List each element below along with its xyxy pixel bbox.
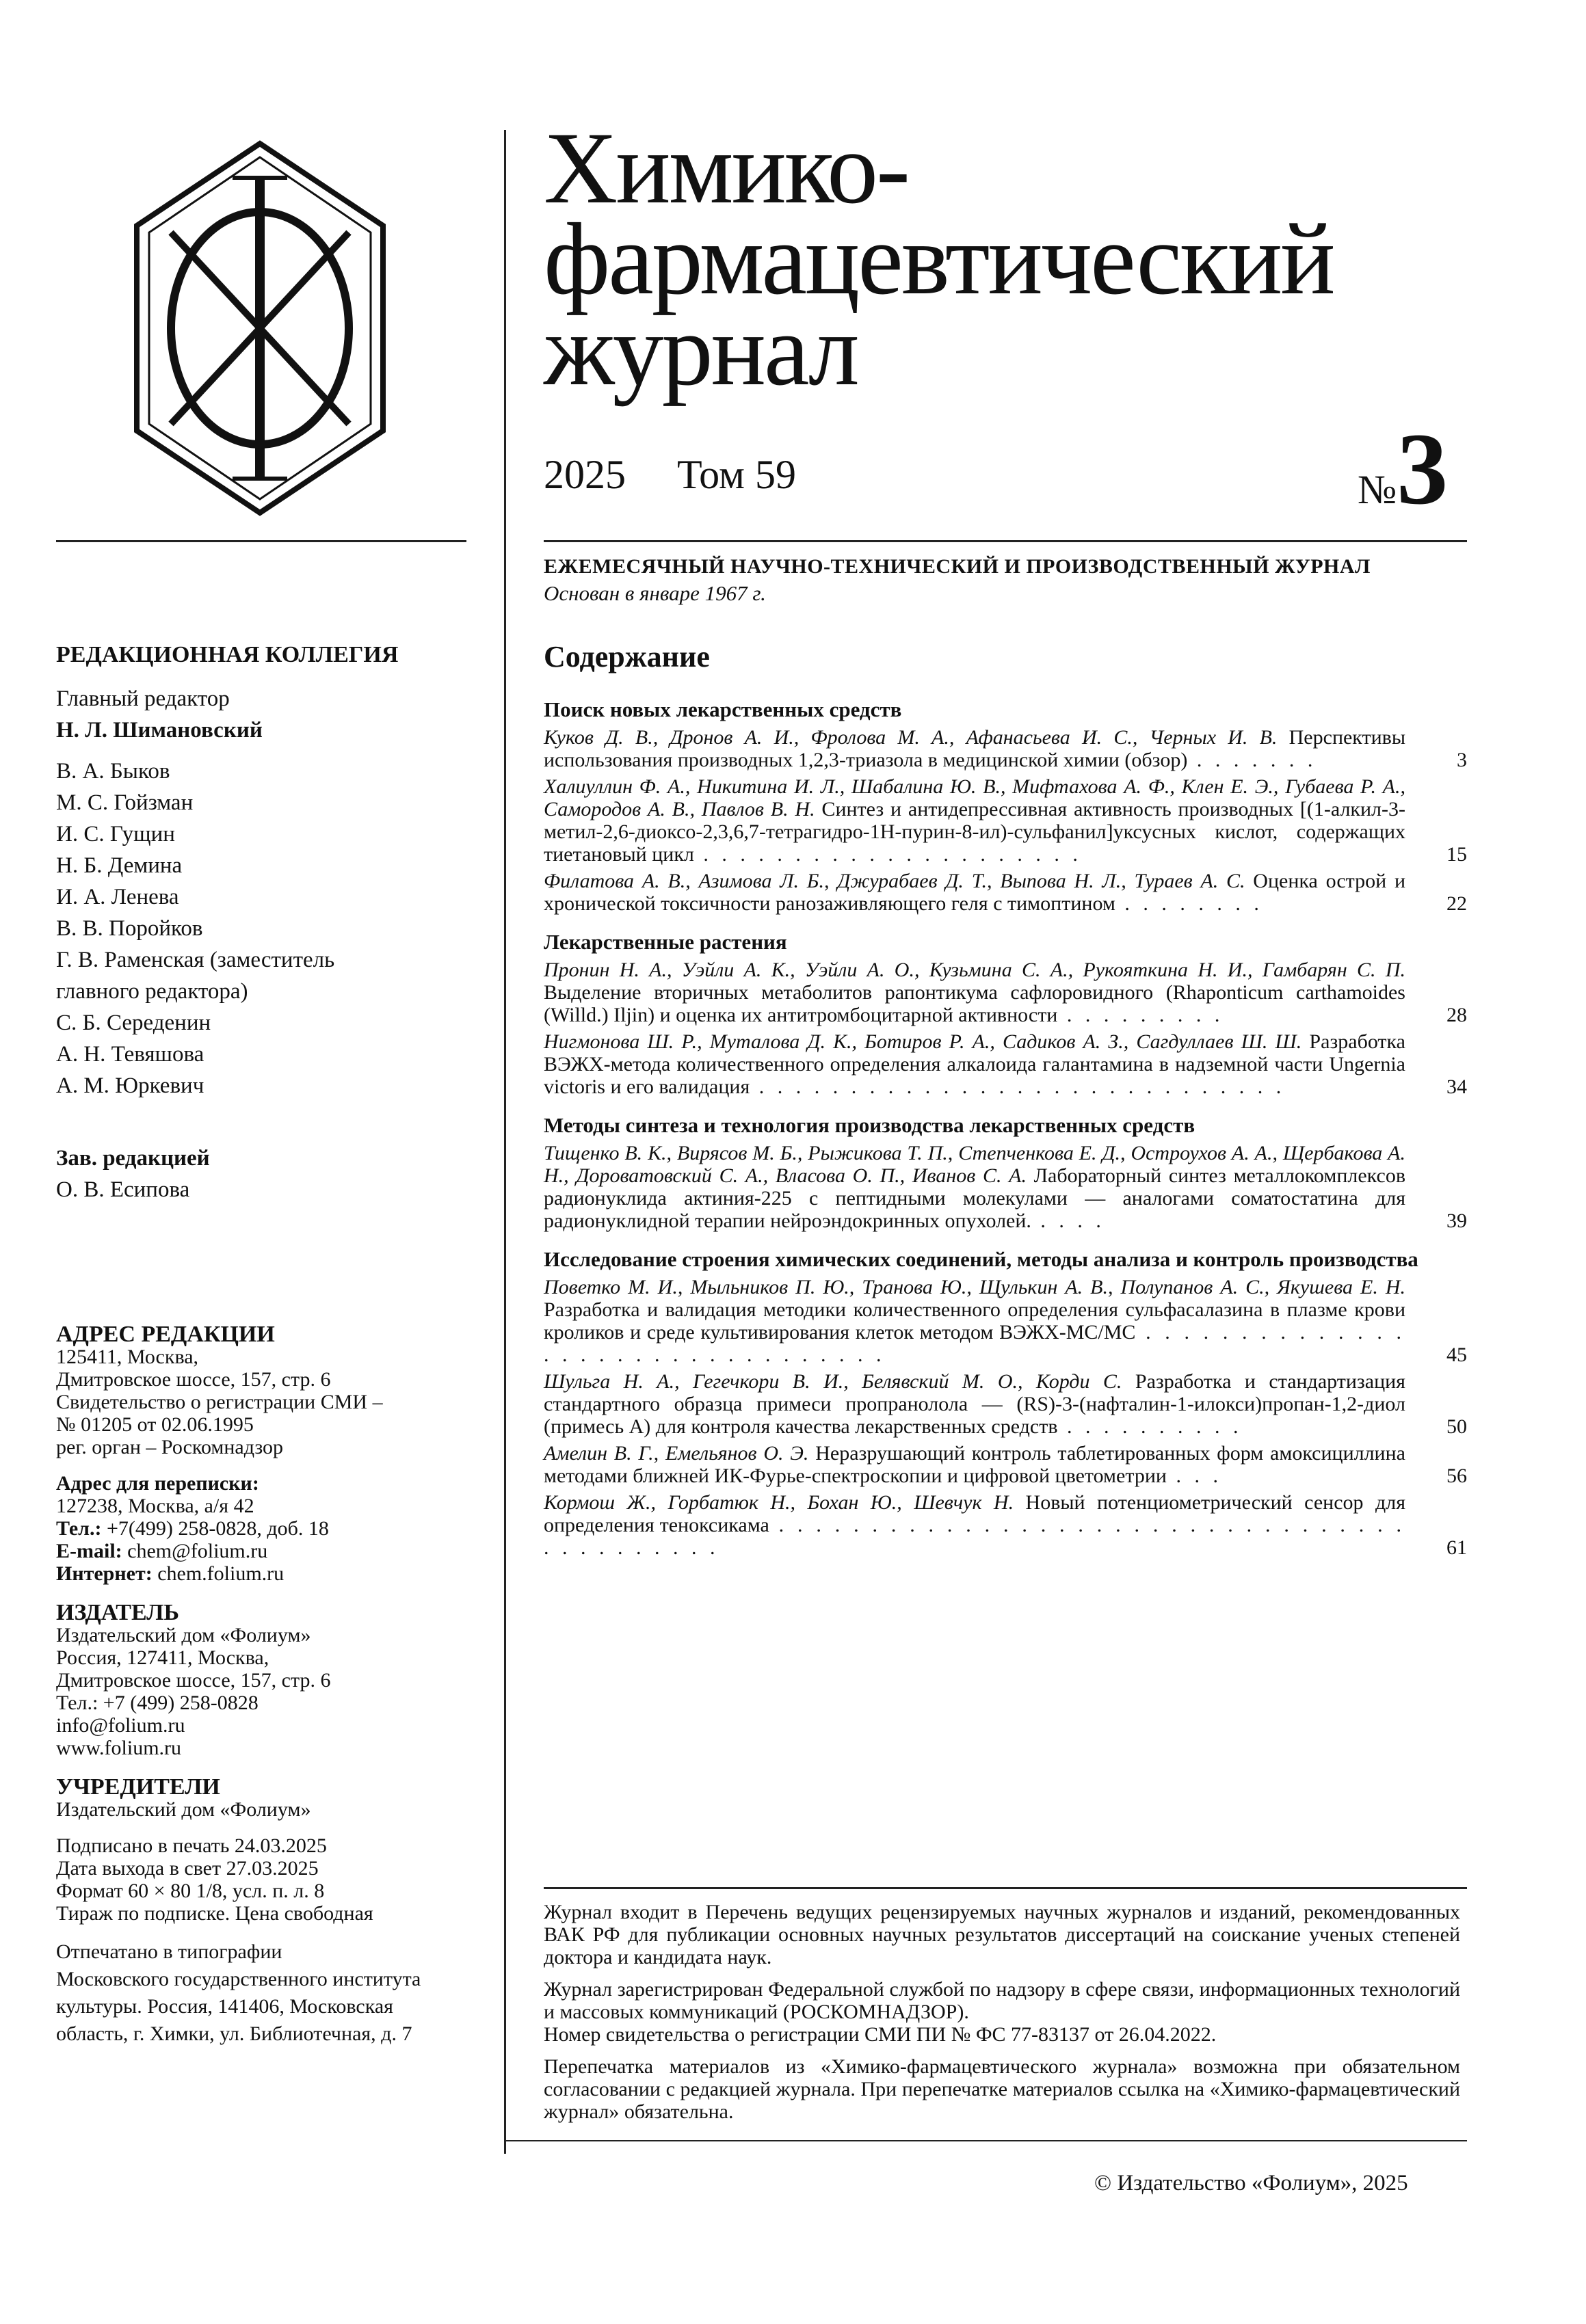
toc-page: 50 (1446, 1415, 1467, 1438)
toc-authors: Нигмонова Ш. Р., Муталова Д. К., Ботиров Р. А., Садиков А. З., Сагдуллаев Ш. Ш. (544, 1030, 1302, 1053)
toc-article-title: Новый потенциометрический сенсор для определения теноксикама (544, 1491, 1405, 1536)
toc-page: 15 (1446, 843, 1467, 866)
toc-leader: . . . . . . . . (1115, 892, 1263, 915)
address-heading: АДРЕС РЕДАКЦИИ (56, 1322, 275, 1347)
toc-leader: . . . (1166, 1465, 1222, 1487)
publisher-line: www.folium.ru (56, 1737, 182, 1759)
volume: Том 59 (677, 452, 796, 497)
toc-authors: Филатова А. В., Азимова Л. Б., Джурабаев Д. Т., Выпова Н. Л., Тураев А. С. (544, 870, 1245, 892)
board-member: М. С. Гойзман (56, 790, 194, 815)
toc-leader: . . . . . . . . . . . . . . . . . . . . . . . . . . . . . . . . . . . . . . . . . . . . (544, 1514, 1406, 1559)
table-of-contents (544, 697, 1467, 1563)
toc-leader: . . . . . . . . . (1057, 1004, 1224, 1026)
toc-leader: . . . . . . . . . . . . . . . . . . . . . . . . . . . . . (750, 1076, 1286, 1098)
web-label: Интернет: (56, 1562, 153, 1585)
header-rule-right (544, 540, 1467, 542)
board-member: Г. В. Раменская (заместитель (56, 948, 335, 972)
board-heading: РЕДАКЦИОННАЯ КОЛЛЕГИЯ (56, 642, 399, 667)
board-member: А. М. Юркевич (56, 1073, 204, 1098)
tel-value: +7(499) 258-0828, доб. 18 (101, 1517, 329, 1540)
toc-authors: Пронин Н. А., Уэйли А. К., Уэйли А. О., Кузьмина С. А., Рукояткина Н. И., Гамбарян С. П. (544, 959, 1405, 981)
head-office-name: О. В. Есипова (56, 1177, 190, 1202)
copyright: © Издательство «Фолиум», 2025 (1094, 2171, 1408, 2195)
board-member: В. А. Быков (56, 759, 170, 784)
mail-label: Адрес для переписки: (56, 1472, 259, 1495)
editorial-address (56, 1323, 480, 2048)
note-reprint: Перепечатка материалов из «Химико-фармацевтического журнала» возможна при обязательном согласовании с редакцией журнала. При перепечатке материалов ссылка на «Химико-фармацевтический журнал» обязательна. (544, 2055, 1460, 2123)
toc-leader: . . . . . . . . . . . . . . . . . . . . . . . . . . . . . . . . . (544, 1321, 1406, 1366)
toc-leader: . . . . . . . . . . . . . . . . . . . . . (693, 843, 1082, 866)
toc-page: 22 (1446, 892, 1467, 915)
toc-page: 28 (1446, 1004, 1467, 1026)
toc-entry[interactable] (544, 1142, 1467, 1232)
issue-number (1358, 410, 1448, 528)
toc-entry[interactable] (544, 870, 1467, 915)
notes-rule (544, 1887, 1467, 1889)
year-volume (544, 451, 837, 498)
tel-line (56, 1517, 480, 1540)
issue-number-value: 3 (1397, 412, 1449, 526)
address-line: 125411, Москва, (56, 1346, 199, 1368)
toc-entry[interactable] (544, 959, 1467, 1026)
publisher-heading: ИЗДАТЕЛЬ (56, 1600, 179, 1625)
web-line (56, 1562, 480, 1585)
board-member: Н. Б. Демина (56, 853, 183, 878)
toc-section-title: Поиск новых лекарственных средств (544, 697, 902, 721)
note-registration: Журнал зарегистрирован Федеральной службой по надзору в сфере связи, информационных технологий и массовых коммуникаций (РОСКОМНАДЗОР). (544, 1978, 1460, 2023)
toc-article-title: Выделение вторичных метаболитов рапонтикума сафлоровидного (Rhaponticum carthamoides (Willd.) Iljin) и оценка их антитромбоцитарной активности (544, 981, 1405, 1026)
chief-editor-name: Н. Л. Шимановский (56, 718, 263, 743)
toc-section-title: Лекарственные растения (544, 930, 787, 954)
year: 2025 (544, 452, 626, 497)
toc-entry[interactable] (544, 1276, 1467, 1366)
publisher-line: info@folium.ru (56, 1714, 185, 1737)
publisher-line: Дмитровское шоссе, 157, стр. 6 (56, 1669, 331, 1692)
toc-leader: . . . . . . . . . . (1057, 1415, 1243, 1438)
toc-leader: . . . . . . . (1187, 749, 1317, 771)
board-member: И. С. Гущин (56, 822, 175, 846)
founders-line: Издательский дом «Фолиум» (56, 1798, 311, 1821)
board-member: В. В. Поройков (56, 916, 203, 941)
toc-authors: Кормош Ж., Горбатюк Н., Бохан Ю., Шевчук Н. (544, 1491, 1014, 1514)
printed-line: область, г. Химки, ул. Библиотечная, д. 7 (56, 2022, 412, 2045)
publisher-line: Тел.: +7 (499) 258-0828 (56, 1692, 259, 1714)
web-value: chem.folium.ru (152, 1562, 285, 1585)
toc-article-title: Лабораторный синтез металлокомплексов радионуклида актиния-225 с пептидными молекулами — аналогами соматостатина для радионуклидной терапии нейроэндокринных опухолей. (544, 1164, 1405, 1232)
toc-authors: Куков Д. В., Дронов А. И., Фролова М. А., Афанасьева И. С., Черных И. В. (544, 726, 1278, 749)
email-label: E-mail: (56, 1540, 122, 1562)
email-line (56, 1540, 480, 1562)
printed-line: Отпечатано в типографии (56, 1940, 282, 1963)
publisher-line: Издательский дом «Фолиум» (56, 1624, 311, 1646)
board-member: А. Н. Тевяшова (56, 1042, 204, 1067)
issue-prefix: № (1358, 467, 1397, 512)
footer-rule (504, 2140, 1467, 2141)
toc-authors: Тищенко В. К., Вирясов М. Б., Рыжикова Т. П., Степченкова Е. Д., Остроухов А. А., Щербакова А. Н., Дороватовский С. А., Власова О. П., Иванов С. А. (544, 1142, 1405, 1187)
publisher-line: Россия, 127411, Москва, (56, 1646, 269, 1669)
printed-line: Московского государственного института (56, 1968, 421, 1990)
founded-note: Основан в январе 1967 г. (544, 581, 766, 605)
print-line: Дата выхода в свет 27.03.2025 (56, 1857, 319, 1880)
toc-page: 3 (1457, 749, 1467, 771)
journal-notes (544, 1901, 1460, 2133)
toc-article-title: Разработка и валидация методики количественного определения сульфасалазина в плазме крови кроликов и среде культивирования клеток методом ВЭЖХ-МС/МС (544, 1298, 1405, 1344)
toc-section-title: Исследование строения химических соединений, методы анализа и контроль производства (544, 1247, 1418, 1271)
address-line: Свидетельство о регистрации СМИ – (56, 1391, 383, 1413)
board-member: С. Б. Середенин (56, 1011, 211, 1035)
toc-page: 34 (1446, 1076, 1467, 1098)
toc-page: 61 (1446, 1536, 1467, 1559)
address-line: рег. орган – Роскомнадзор (56, 1436, 284, 1458)
chief-editor-label: Главный редактор (56, 686, 230, 711)
tel-label: Тел.: (56, 1517, 102, 1540)
mail-line: 127238, Москва, а/я 42 (56, 1495, 254, 1517)
board-member: И. А. Ленева (56, 885, 179, 909)
toc-article-title: Синтез и антидепрессивная активность производных [(1-алкил-3-метил-2,6-диоксо-2,3,6,7-тетрагидро-1H-пурин-8-ил)-сульфанил]уксусных кислот, содержащих тиетановый цикл (544, 798, 1406, 866)
editorial-board (56, 639, 480, 1205)
toc-section-title: Методы синтеза и технология производства лекарственных средств (544, 1113, 1195, 1137)
toc-authors: Поветко М. И., Мыльников П. Ю., Транова Ю., Щулькин А. В., Полупанов А. С., Якушева Е. Н. (544, 1276, 1405, 1298)
title-line-3: журнал (544, 293, 858, 407)
toc-leader: . . . . (1031, 1210, 1105, 1232)
toc-entry[interactable] (544, 726, 1467, 771)
journal-title (544, 111, 1535, 407)
journal-logo (130, 137, 390, 520)
note-vak: Журнал входит в Перечень ведущих рецензируемых научных журналов и изданий, рекомендованных ВАК РФ для публикации основных научных результатов диссертаций на соискание ученых степеней доктора и кандидата наук. (544, 1901, 1460, 1968)
toc-entry[interactable] (544, 1030, 1467, 1098)
toc-authors: Амелин В. Г., Емельянов О. Э. (544, 1442, 809, 1465)
toc-page: 39 (1446, 1210, 1467, 1232)
toc-article-title: Разработка и стандартизация стандартного образца примеси пропранолола — (RS)-3-(нафталин-1-илокси)пропан-1,2-диол (примесь A) для контроля качества лекарственных средств (544, 1370, 1405, 1438)
toc-article-title: Неразрушающий контроль таблетированных форм амоксициллина методами ближней ИК-Фурье-спектроскопии и цифровой цветометрии (544, 1442, 1405, 1487)
note-certificate: Номер свидетельства о регистрации СМИ ПИ № ФС 77-83137 от 26.04.2022. (544, 2023, 1217, 2046)
print-line: Тираж по подписке. Цена свободная (56, 1902, 373, 1925)
title-line-2: фармацевтический (544, 202, 1334, 316)
board-member: главного редактора) (56, 979, 248, 1004)
toc-page: 56 (1446, 1465, 1467, 1487)
address-line: № 01205 от 02.06.1995 (56, 1413, 254, 1436)
contents-title: Содержание (544, 640, 710, 673)
address-line: Дмитровское шоссе, 157, стр. 6 (56, 1368, 331, 1391)
header-rule-left (56, 540, 466, 542)
founders-heading: УЧРЕДИТЕЛИ (56, 1774, 220, 1800)
toc-article-title: Разработка ВЭЖХ-метода количественного определения алкалоида галантамина в надземной части Ungernia victoris и его валидация (544, 1030, 1405, 1098)
toc-entry[interactable] (544, 775, 1467, 866)
journal-subtitle: ЕЖЕМЕСЯЧНЫЙ НАУЧНО-ТЕХНИЧЕСКИЙ И ПРОИЗВОДСТВЕННЫЙ ЖУРНАЛ (544, 555, 1371, 578)
printed-line: культуры. Россия, 141406, Московская (56, 1995, 393, 2018)
print-line: Формат 60 × 80 1/8, усл. п. л. 8 (56, 1880, 325, 1902)
toc-entry[interactable] (544, 1442, 1467, 1487)
toc-article-title: Перспективы использования производных 1,2,3-триазола в медицинской химии (обзор) (544, 726, 1405, 771)
title-line-1: Химико- (544, 111, 909, 225)
toc-entry[interactable] (544, 1491, 1467, 1559)
toc-authors: Шульга Н. А., Гегечкори В. И., Белявский М. О., Корди С. (544, 1370, 1122, 1393)
toc-article-title: Оценка острой и хронической токсичности ранозаживляющего геля с тимоптином (544, 870, 1405, 915)
column-divider (504, 130, 506, 2154)
toc-entry[interactable] (544, 1370, 1467, 1438)
toc-page: 45 (1446, 1344, 1467, 1366)
email-value: chem@folium.ru (122, 1540, 268, 1562)
toc-authors: Халиуллин Ф. А., Никитина И. Л., Шабалина Ю. В., Мифтахова А. Ф., Клен Е. Э., Губаева Р. А., Самородов А. В., Павлов В. Н. (544, 775, 1405, 820)
print-line: Подписано в печать 24.03.2025 (56, 1834, 327, 1857)
head-office-label: Зав. редакцией (56, 1146, 210, 1171)
